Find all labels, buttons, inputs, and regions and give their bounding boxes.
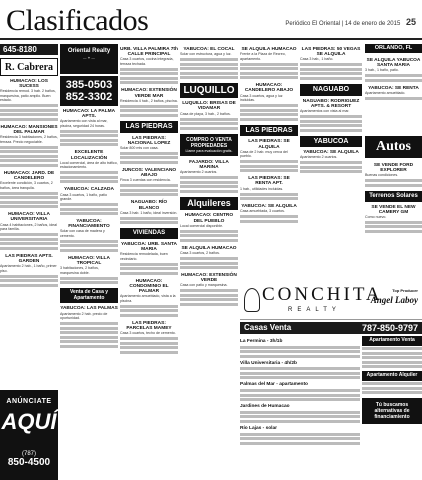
list-item: SE VENDE FORD EXPLORER Buenas condiciones. — [365, 163, 422, 187]
list-item: LUQUILLO: BRISAS DE VIDAMAR Casa de playa, 3 hab., 2 baños. — [180, 101, 238, 129]
list-item: HUMACAO: LOS SUCESS Residencia remod. 3 hab. 2 baños, marquesina, patio amplio. Buen estado. — [0, 79, 58, 121]
advertise-line-1: ANÚNCIATE — [6, 398, 52, 405]
list-item: HUMACAO: EXTENSIÓN VERDE Casa con patio y marquesina. — [180, 273, 238, 306]
list-item: YABUCOA: SE ALQUILA Apartamento 2 cuartos. — [300, 150, 362, 173]
list-item: SE ALQUILA YABUCOA SANTA MARIA 3 hab., 1 baño, patio. — [365, 58, 422, 82]
producer-label: Top Producer — [392, 288, 418, 293]
section-band: NAGUABO — [300, 84, 362, 96]
col1-ad-list — [0, 79, 58, 287]
advertise-phone: 850-4500 — [7, 457, 51, 468]
list-item: HUMACAO: LA PALMA APTS. Apartamento con vista al mar, piscina, seguridad 24 horas. — [60, 109, 118, 146]
brand-logo: R. Cabrera — [0, 58, 58, 76]
list-item: HUMACAO: CENTRO DEL PUEBLO Local comercial disponible. — [180, 213, 238, 241]
column-6 — [300, 44, 362, 280]
list-item: YABUCOA: SE ALQUILA Casa amueblada, 3 cuartos. — [240, 204, 298, 223]
list-item: HUMACAO: MANSIONES DEL PALMAR Residencia 3 habitaciones, 2 baños, terraza. Precio negociable. — [0, 125, 58, 167]
apartment-side-panel — [362, 336, 422, 480]
list-item: YABUCOA: EL COCAL Solar con estructura, agua y luz. — [180, 47, 238, 79]
financing-note: Tú buscamos alternativas de financiamiento — [362, 398, 422, 424]
section-band: Apartamento Alquiler — [362, 371, 422, 381]
list-item: YABUCOA: FINANCIAMIENTO Solar con casa de madera y cemento. — [60, 219, 118, 252]
section-band: Apartamento Venta — [362, 336, 422, 346]
newspaper-name: Periódico El Oriental — [285, 21, 341, 27]
house-logo-icon — [244, 288, 260, 312]
header-meta: Periódico El Oriental | 14 de enero de 2015 25 — [285, 17, 416, 27]
list-item: SE ALQUILA HUMACAO Frente a la Plaza de Recreo, apartamento. — [240, 47, 298, 79]
list-item: LAS PIEDRAS APTS. GARDEN Apartamento 2 hab., 1 baño, primer piso. — [0, 254, 58, 287]
page-header — [0, 0, 422, 40]
orlando-bar: ORLANDO, FL — [365, 44, 422, 53]
section-band: LAS PIEDRAS — [120, 121, 178, 133]
section-title: Clasificados — [6, 4, 149, 37]
column-3 — [120, 44, 178, 480]
column-1 — [0, 44, 58, 390]
list-item: JUNCOS: VALENCIANO ABAJO Finca 3 cuerdas con residencia. — [120, 168, 178, 196]
list-item: LAS PIEDRAS: SE RENTA APT. 1 hab., utilidades incluidas. — [240, 176, 298, 200]
list-item: YABUCOA: LAS PALMAS Apartamento 2 hab. precio de oportunidad. — [60, 306, 118, 347]
casas-title: Casas Venta — [244, 323, 292, 332]
list-item: HUMACAO: VILLA TROPICAL 3 habitaciones, 2 baños, marquesina doble. — [60, 256, 118, 284]
list-item: YABUCOA: SE RENTA Apartamento amueblado. — [365, 86, 422, 100]
section-band: LAS PIEDRAS — [240, 125, 298, 137]
oriental-realty-logo: Oriental Realty — ✦ — — [60, 44, 118, 74]
casas-listing: La Fermina - 3h/1b Villa Universitaria - 4h/2b Palmas del Mar - apartamento Jardines de Humacao Río Lajas - solar — [240, 336, 360, 480]
list-item: HUMACAO: JARD. DE CANDELERO Excelente condición, 3 cuartos, 2 baños, área tranquila. — [0, 171, 58, 208]
column-7-bottom — [365, 160, 422, 278]
list-item: SE ALQUILA HUMACAO Casa 3 cuartos, 2 baños. — [180, 246, 238, 269]
column-2 — [60, 44, 118, 480]
list-item: HUMACAO: VILLA UNIVERSITARIA Casa 4 habitaciones, 2 baños, ideal para familia. — [0, 212, 58, 249]
casas-venta-bar — [240, 322, 422, 334]
list-item: SE VENDE EL NEW CAMERY GM Como nuevo. — [365, 205, 422, 233]
list-item: NAGUABO: RODRIGUEZ APTS. & RESORT Apartamentos con vista al mar. — [300, 99, 362, 132]
section-band: VIVIENDAS — [120, 228, 178, 239]
advertise-line-2: AQUÍ — [1, 409, 57, 434]
autos-section-header: Autos — [365, 136, 422, 158]
list-item: HUMACAO: EXTENSIÓN VERDE MAR Residencia 4 hab., 2 baños, piscina. — [120, 88, 178, 116]
realty-name: CONCHITA — [262, 284, 383, 305]
list-item: EXCELENTE LOCALIZACIÓN Local comercial, área de alto tráfico, estacionamiento. — [60, 150, 118, 183]
issue-date: 14 de enero de 2015 — [344, 21, 401, 27]
column-4 — [180, 44, 238, 480]
list-item: NAGUABO: RÍO BLANCO Casa 3 hab. 1 baño, ideal inversión. — [120, 200, 178, 224]
phone-block: 385-0503 852-3302 — [60, 76, 118, 106]
list-item: FAJARDO: VILLA MARINA Apartamento 2 cuartos. — [180, 160, 238, 193]
phone-tab: 645-8180 — [0, 44, 58, 55]
list-item: HUMACAO: CONDOMINIO EL PALMAR Apartamento amueblado, vista a la piscina. — [120, 279, 178, 317]
realty-phone: 787-850-9797 — [361, 323, 418, 333]
section-band: Alquileres — [180, 197, 238, 211]
section-band: Terrenos Solares — [365, 191, 422, 202]
page-number: 25 — [405, 17, 416, 27]
section-band: Venta de Casa y Apartamento — [60, 288, 118, 303]
promo-box: COMPRO O VENTA PROPIEDADES Llame para evaluación gratis. — [180, 134, 238, 156]
realty-subtitle: REALTY — [288, 307, 341, 313]
conchita-realty-ad — [240, 282, 422, 320]
column-5 — [240, 44, 298, 280]
list-item: LAS PIEDRAS: NACIONAL LOPEZ Solar 800 mts con casa. — [120, 136, 178, 164]
section-band: YABUCOA — [300, 136, 362, 148]
agent-name: Ángel Laboy — [370, 295, 418, 305]
section-band: LUQUILLO — [180, 83, 238, 98]
list-item: YABUCOA: CALZADA Casa 3 cuartos, 1 baño, patio grande. — [60, 187, 118, 215]
list-item: LAS PIEDRAS: SE ALQUILA Casa de 2 hab. muy cerca del pueblo. — [240, 139, 298, 172]
list-item: URB. VILLA PALMIRA 7th CALLE PRINCIPAL Casa 3 cuartos, cocina integrada, terraza techada. — [120, 47, 178, 84]
advertise-area-code: (787) — [21, 451, 36, 457]
advertise-here-box — [0, 390, 58, 480]
list-item: LAS PIEDRAS: 50 VEGAS SE ALQUILA Casa 3 hab., 1 baño. — [300, 47, 362, 80]
column-7-top — [365, 55, 422, 135]
list-item: YABUCOA: URB. SANTA MARIA Residencia remodelada, buen vecindario. — [120, 242, 178, 275]
list-item: LAS PIEDRAS: PARCELAS MAMEY Casa 3 cuartos, techo de cemento. — [120, 321, 178, 354]
list-item: HUMACAO: CANDELERO ABAJO Casa 3 cuartos, agua y luz incluidas. — [240, 83, 298, 120]
